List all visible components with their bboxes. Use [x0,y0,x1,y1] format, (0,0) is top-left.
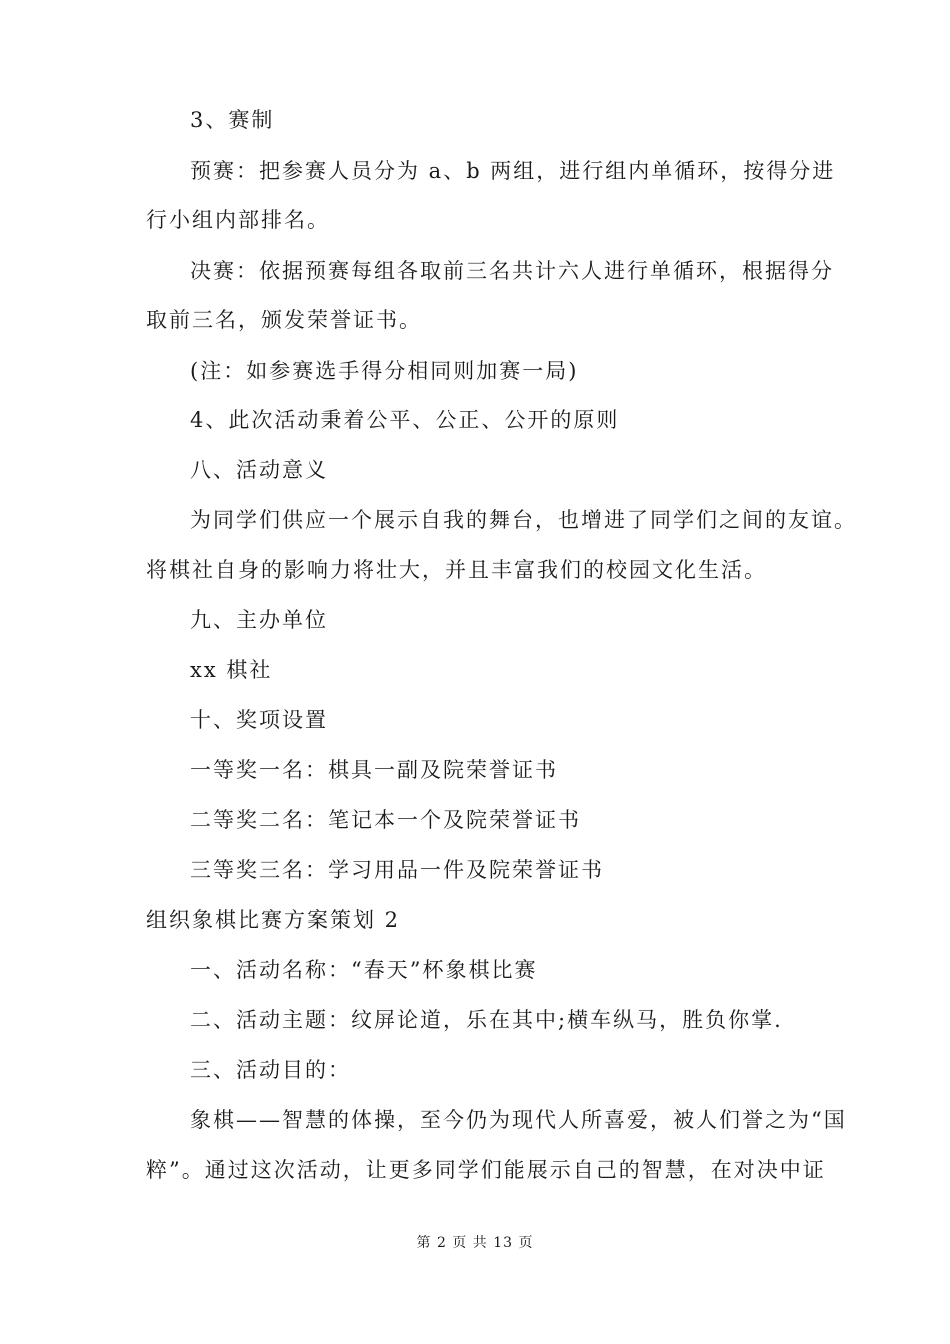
paragraph-line: 二等奖二名：笔记本一个及院荣誉证书 [190,808,581,832]
paragraph-line: 预赛：把参赛人员分为 a、b 两组，进行组内单循环，按得分进 [190,159,836,183]
document-title: 组织象棋比赛方案策划 2 [146,908,401,932]
section-heading: 一、活动名称：“春天”杯象棋比赛 [190,958,538,982]
page-number: 第 2 页 共 13 页 [416,1235,534,1251]
section-heading: 二、活动主题：纹屏论道，乐在其中;横车纵马，胜负你掌. [190,1008,783,1032]
paragraph-line: 粹”。通过这次活动，让更多同学们能展示自己的智慧，在对决中证 [146,1158,826,1182]
paragraph-line: 将棋社自身的影响力将壮大，并且丰富我们的校园文化生活。 [146,558,767,582]
section-heading: 九、主办单位 [190,608,328,632]
section-heading: 三、活动目的： [190,1058,351,1082]
paragraph-line: 4、此次活动秉着公平、公正、公开的原则 [190,408,620,432]
paragraph-line: 决赛：依据预赛每组各取前三名共计六人进行单循环，根据得分 [190,259,834,283]
paragraph-line: 为同学们供应一个展示自我的舞台，也增进了同学们之间的友谊。 [190,508,857,532]
paragraph-line: 取前三名，颁发荣誉证书。 [146,308,422,332]
section-heading: 3、赛制 [190,108,275,132]
paragraph-line: 行小组内部排名。 [146,208,330,232]
paragraph-line: 一等奖一名：棋具一副及院荣誉证书 [190,758,558,782]
paragraph-line: 三等奖三名：学习用品一件及院荣誉证书 [190,858,604,882]
section-heading: 十、奖项设置 [190,708,328,732]
paragraph-line: xx 棋社 [190,658,273,682]
paragraph-line: 象棋——智慧的体操，至今仍为现代人所喜爱，被人们誉之为“国 [190,1108,847,1132]
paragraph-line: (注：如参赛选手得分相同则加赛一局) [190,359,579,383]
section-heading: 八、活动意义 [190,458,328,482]
